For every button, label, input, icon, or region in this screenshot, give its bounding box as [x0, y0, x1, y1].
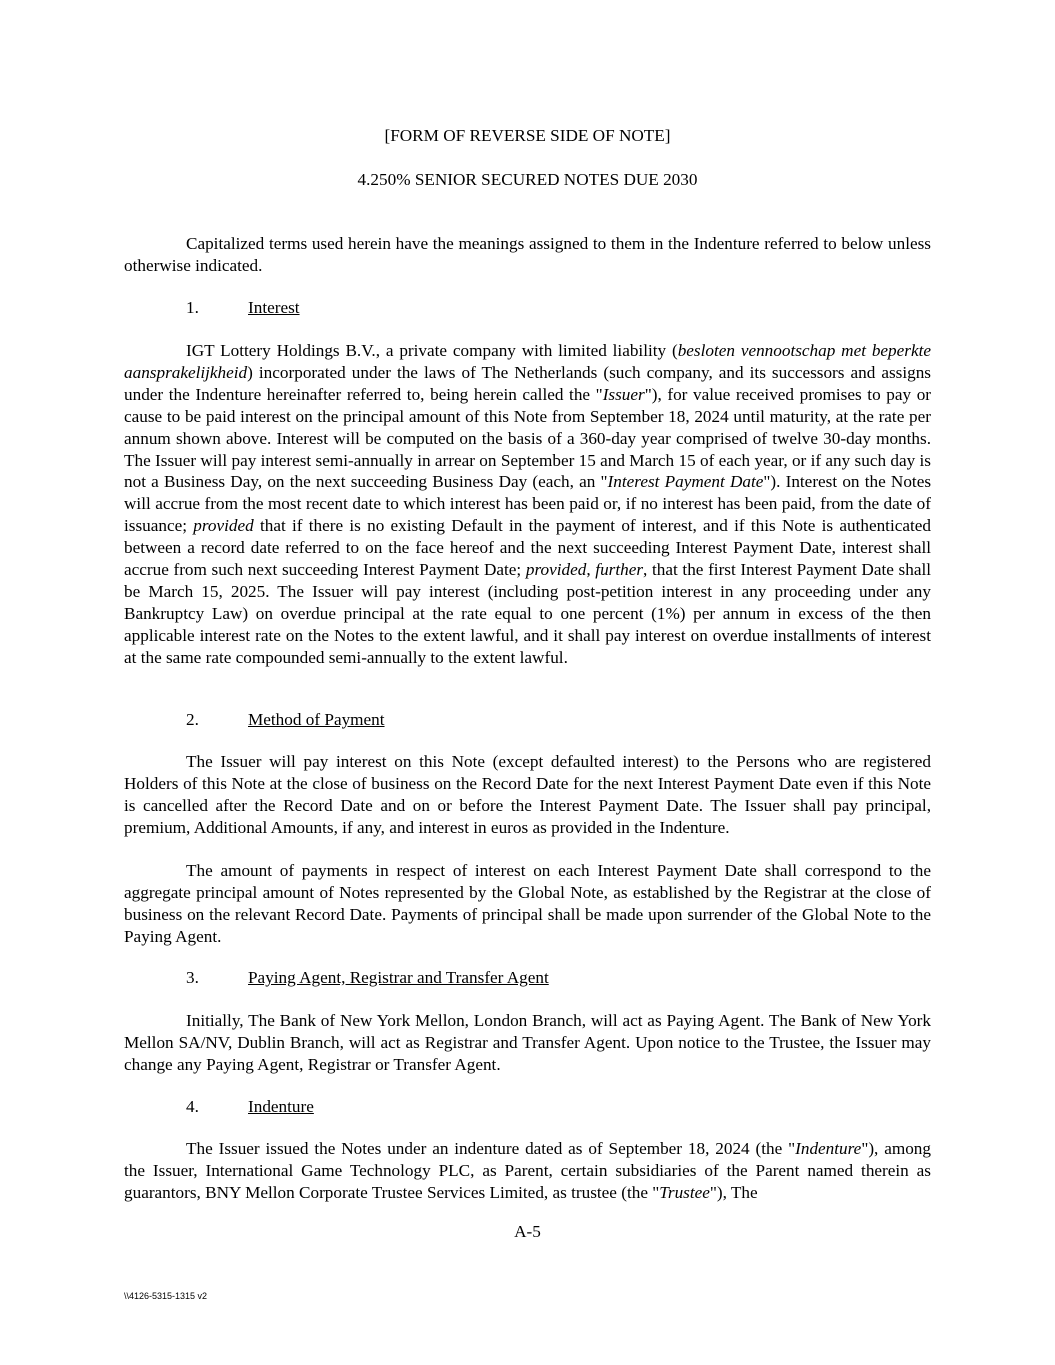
- section-title: Interest: [248, 298, 300, 317]
- indenture-paragraph: The Issuer issued the Notes under an indenture dated as of September 18, 2024 (the "Indenture"), among the Issuer, International Game Technology PLC, as Parent, certain subsidiaries of the Parent named therein as guarantors, BNY Mellon Corporate Trustee Services Limited, as trustee (the "Trustee"), The: [124, 1139, 931, 1202]
- note-title: 4.250% SENIOR SECURED NOTES DUE 2030: [357, 170, 698, 189]
- section-title: Indenture: [248, 1097, 314, 1116]
- section-number: 1.: [186, 298, 199, 317]
- section-title: Method of Payment: [248, 710, 385, 729]
- interest-paragraph: IGT Lottery Holdings B.V., a private company with limited liability (besloten vennootschap met beperkte aansprakelijkheid) incorporated under the laws of The Netherlands (such company, and its successors and assigns under the Indenture hereinafter referred to, being herein called the "Issuer"), for value received promises to pay or cause to be paid interest on the principal amount of this Note from September 18, 2024 until maturity, at the rate per annum shown above. Interest will be computed on the basis of a 360-day year comprised of twelve 30-day months. The Issuer will pay interest semi-annually in arrear on September 15 and March 15 of each year, or if any such day is not a Business Day, on the next succeeding Business Day (each, an "Interest Payment Date"). Interest on the Notes will accrue from the most recent date to which interest has been paid or, if no interest has been paid, from the date of issuance; provided that if there is no existing Default in the payment of interest, and if this Note is authenticated between a record date referred to on the face hereof and the next succeeding Interest Payment Date, interest shall accrue from such next succeeding Interest Payment Date; provided, further, that the first Interest Payment Date shall be March 15, 2025. The Issuer will pay interest (including post-petition interest in any proceeding under any Bankruptcy Law) on overdue principal at the rate equal to one percent (1%) per annum in excess of the then applicable interest rate on the Notes to the extent lawful, and it shall pay interest on overdue installments of interest at the same rate compounded semi-annually to the extent lawful.: [124, 341, 932, 667]
- section-1-heading: [186, 297, 300, 319]
- paying-agent-paragraph: Initially, The Bank of New York Mellon, London Branch, will act as Paying Agent. The Bank of New York Mellon SA/NV, Dublin Branch, will act as Registrar and Transfer Agent. Upon notice to the Trustee, the Issuer may change any Paying Agent, Registrar or Transfer Agent.: [124, 1011, 931, 1074]
- payment-paragraph-2: The amount of payments in respect of interest on each Interest Payment Date shall correspond to the aggregate principal amount of Notes represented by the Global Note, as established by the Registrar at the close of business on the relevant Record Date. Payments of principal shall be made upon surrender of the Global Note to the Paying Agent.: [124, 861, 931, 946]
- section-number: 2.: [186, 710, 199, 729]
- section-title: Paying Agent, Registrar and Transfer Agent: [248, 968, 549, 987]
- section-number: 4.: [186, 1097, 199, 1116]
- page-number: A-5: [514, 1222, 541, 1241]
- section-3-heading: [186, 967, 549, 989]
- document-id: \\4126-5315-1315 v2: [124, 1291, 208, 1301]
- section-4-heading: [186, 1096, 314, 1118]
- intro-paragraph: Capitalized terms used herein have the meanings assigned to them in the Indenture referred to below unless otherwise indicated.: [124, 234, 931, 275]
- section-number: 3.: [186, 968, 199, 987]
- section-2-heading: [186, 709, 385, 731]
- payment-paragraph-1: The Issuer will pay interest on this Note (except defaulted interest) to the Persons who are registered Holders of this Note at the close of business on the Record Date for the next Interest Payment Date even if this Note is cancelled after the Record Date and on or before the Interest Payment Date. The Issuer shall pay principal, premium, Additional Amounts, if any, and interest in euros as provided in the Indenture.: [124, 752, 931, 837]
- form-title: [FORM OF REVERSE SIDE OF NOTE]: [384, 126, 671, 145]
